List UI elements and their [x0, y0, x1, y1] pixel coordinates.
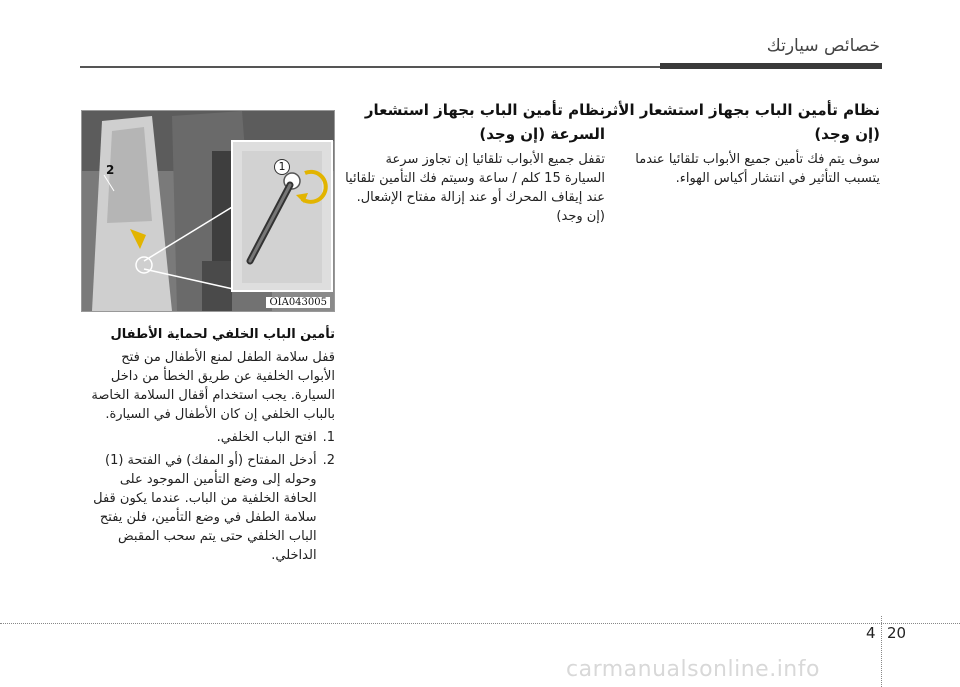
callout-1: 1	[274, 159, 290, 175]
subsection-title: تأمين الباب الخلفي لحماية الأطفال	[110, 327, 335, 342]
header-rule-accent	[660, 63, 882, 69]
footer-divider	[0, 623, 960, 624]
step-number: 1.	[322, 430, 335, 445]
callout-2: 2	[106, 163, 115, 177]
chapter-title: خصائص سيارتك	[766, 36, 880, 56]
section-body: قفل سلامة الطفل لمنع الأطفال من فتح الأبواب الخلفية عن طريق الخطأ من داخل السيارة. يجب استخدام أقفال السلامة الخاصة بالباب الخلفي إن كان الأطفال في السيارة.	[91, 350, 335, 422]
door-lock-illustration	[81, 110, 335, 312]
instruction-step	[83, 428, 335, 447]
section-title: نظام تأمين الباب بجهاز استشعار الأثر (إن وجد)	[603, 101, 880, 143]
page-number: 20	[887, 624, 907, 642]
step-number: 2.	[322, 453, 335, 468]
step-text: افتح الباب الخلفي.	[216, 430, 317, 445]
section-title: نظام تأمين الباب بجهاز استشعار السرعة (إن وجد)	[364, 101, 605, 143]
door-illustration-svg	[82, 111, 334, 311]
chapter-number: 4	[866, 624, 876, 642]
figure-code: OIA043005	[266, 297, 330, 308]
footer-page-separator	[881, 616, 882, 687]
section-body: تقفل جميع الأبواب تلقائيا إن تجاوز سرعة السيارة 15 كلم / ساعة وسيتم فك التأمين تلقائيا عند إيقاف المحرك أو عند إزالة مفتاح الإشعال. (إن وجد)	[345, 152, 605, 224]
step-text: أدخل المفتاح (أو المفك) في الفتحة (1) وحوله إلى وضع التأمين الموجود على الحافة الخلفية من الباب. عندما يكون قفل سلامة الطفل في وضع التأمين، فلن يفتح الباب الخلفي حتى يتم سحب المقبض الداخلي.	[93, 453, 317, 563]
watermark: carmanualsonline.info	[566, 657, 820, 682]
section-child-safety-lock	[83, 110, 335, 565]
section-body: سوف يتم فك تأمين جميع الأبواب تلقائيا عندما يتسبب التأثير في انتشار أكياس الهواء.	[635, 152, 880, 186]
section-impact-sensing-unlock	[600, 98, 880, 188]
instruction-step	[83, 451, 335, 565]
section-speed-sensing-lock	[345, 98, 605, 226]
